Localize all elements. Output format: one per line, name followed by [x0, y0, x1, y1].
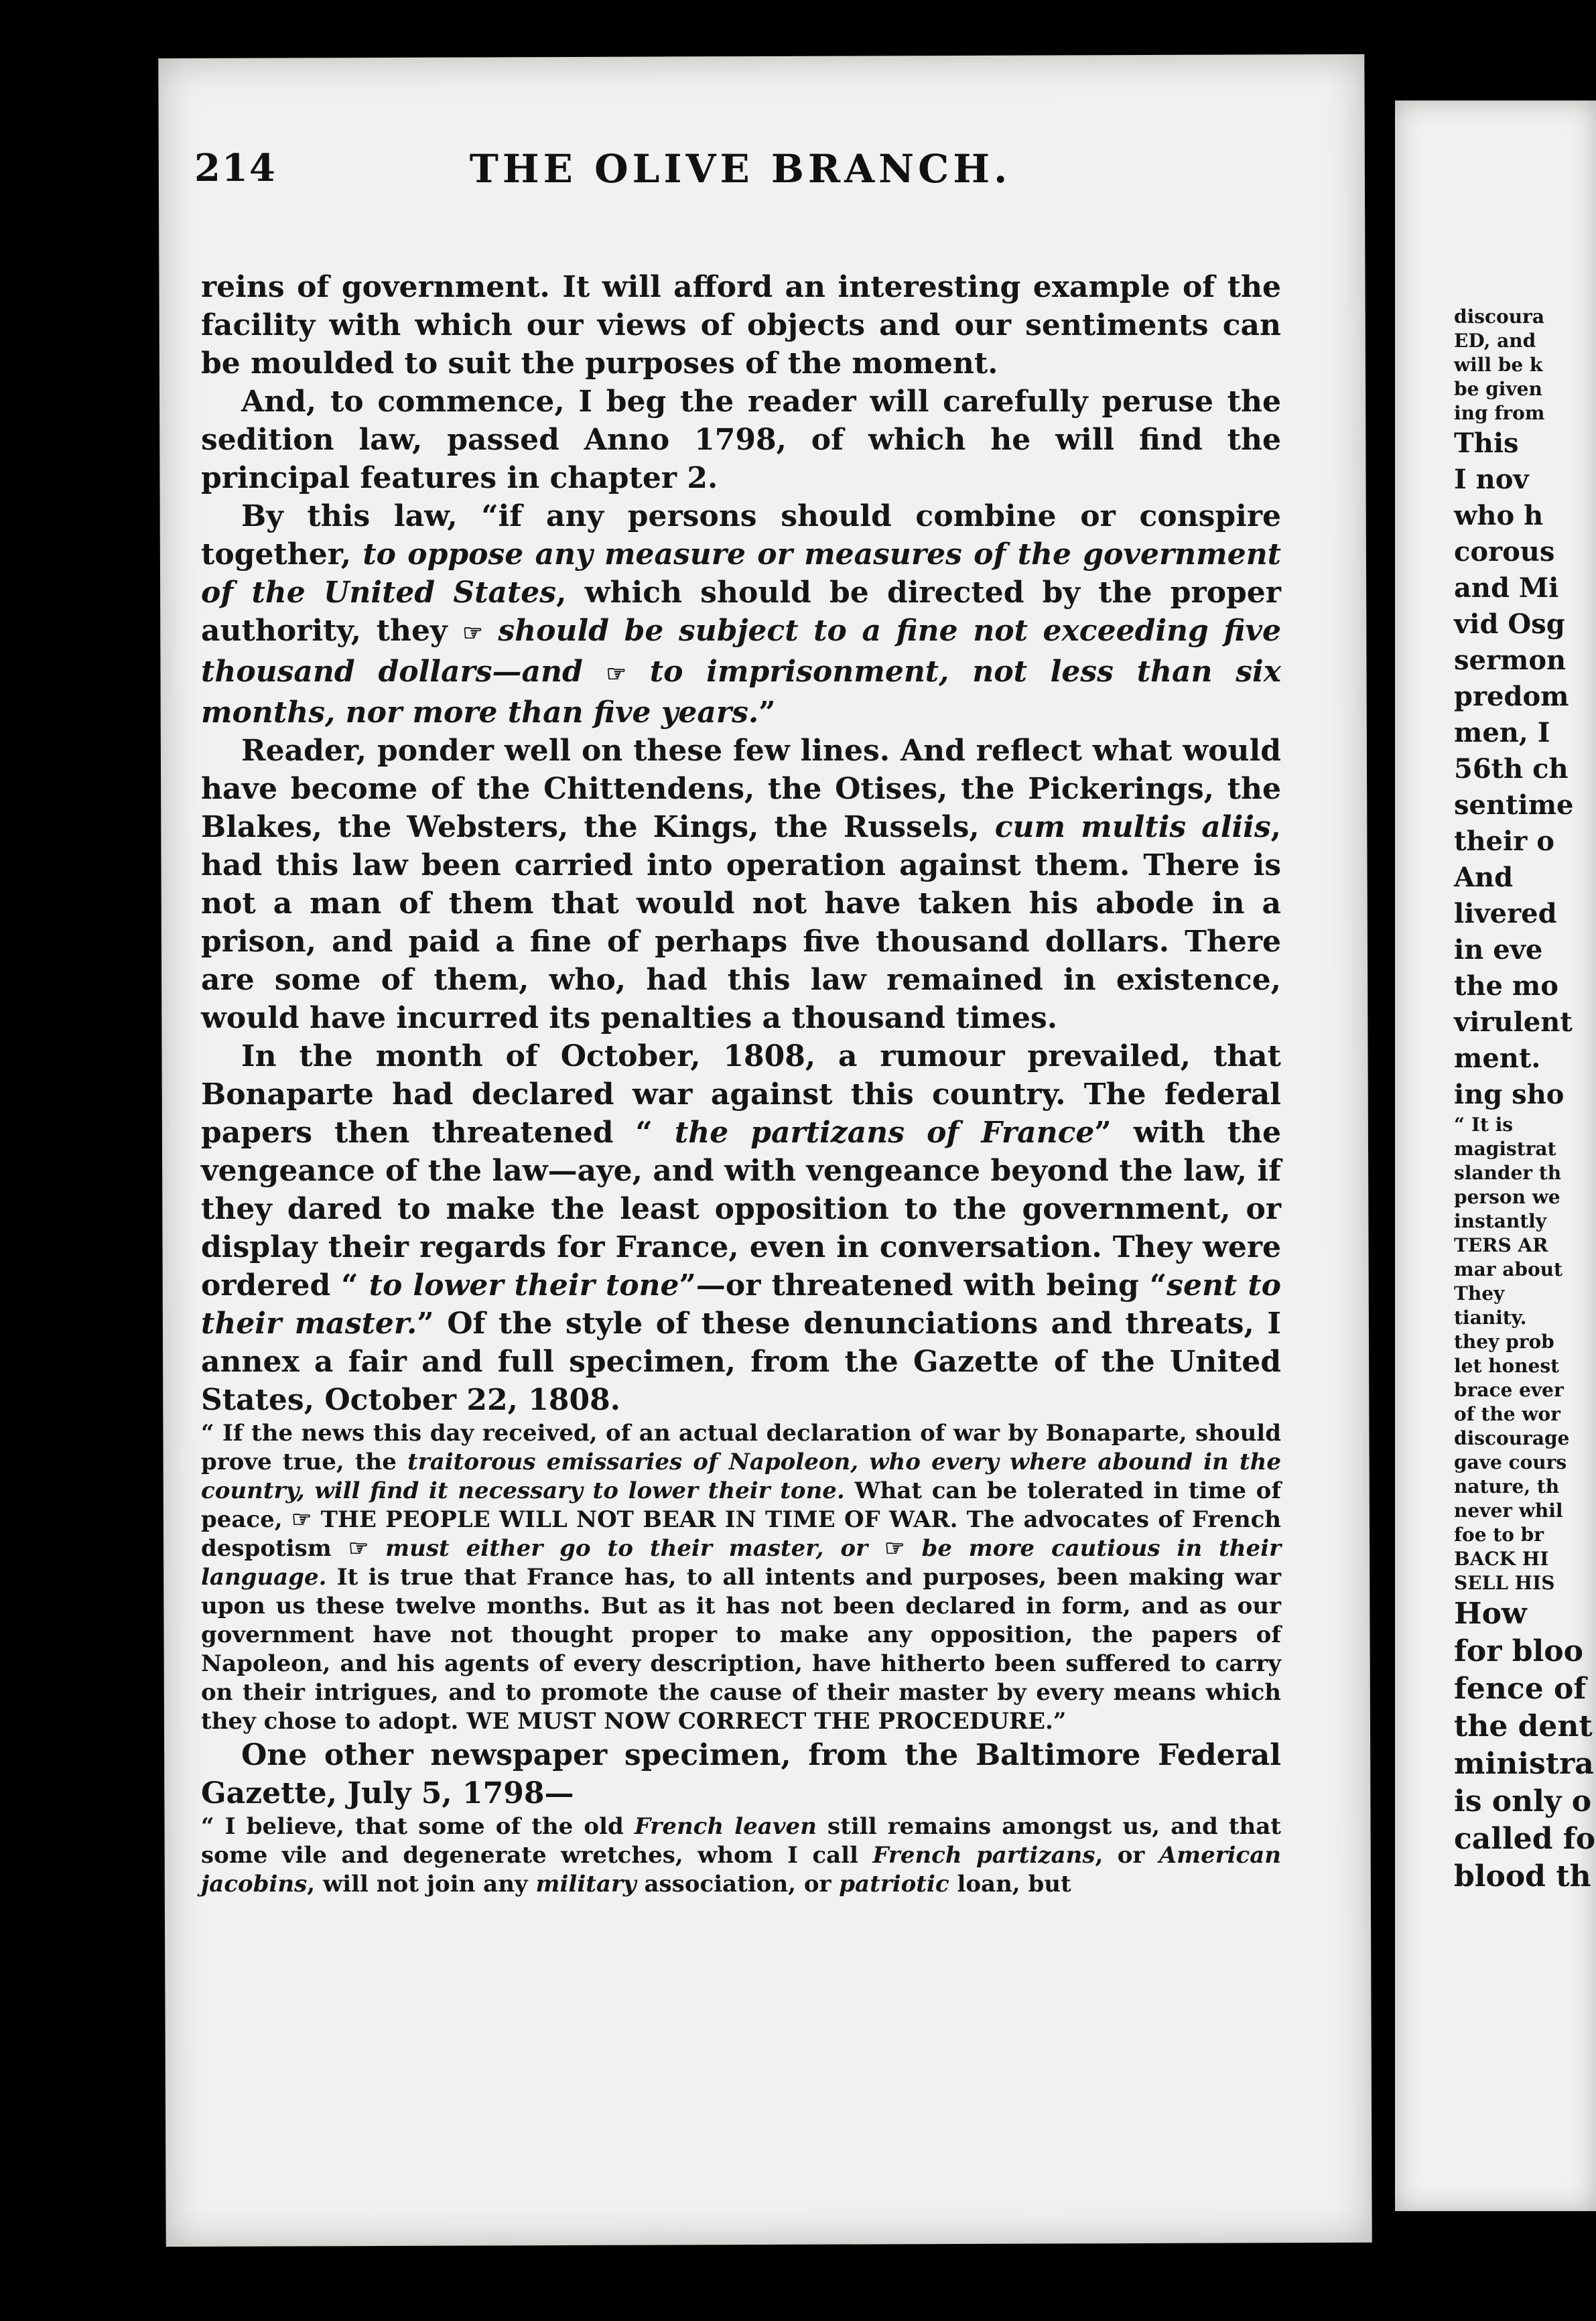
text-run: In the month of October, 1808, a rumour prevailed, that Bonaparte had declared war against this country. The federal papers then threatened “ — [201, 1039, 1281, 1150]
block-quote-1 — [201, 1419, 1281, 1736]
fragment-line: sentime — [1454, 789, 1574, 821]
fragment-line: nature, th — [1454, 1475, 1560, 1498]
paragraph-3 — [201, 497, 1281, 732]
italic-run: French leaven — [634, 1813, 817, 1840]
fragment-line: called fo — [1454, 1822, 1596, 1856]
fragment-line: They — [1454, 1282, 1505, 1305]
text-run: , had this law been carried into operation against them. There is not a man of them that would not have taken his abode in a prison, and paid a fine of perhaps five thousand dollars. There are some of them, who, had this law remained in existence, would have incurred its penalties a thousand times. — [201, 810, 1281, 1035]
fragment-line: discoura — [1454, 306, 1544, 328]
fragment-line: men, I — [1454, 717, 1550, 748]
italic-run: patriotic — [839, 1871, 949, 1898]
fragment-line: sermon — [1454, 645, 1567, 676]
text-run: , or — [1095, 1842, 1159, 1869]
fragment-line: SELL HIS — [1454, 1572, 1555, 1594]
italic-run: to lower their tone — [369, 1268, 679, 1303]
italic-run: traitorous emissaries of Napoleon, who every where abound in the country, will find it necessary to lower their tone. — [201, 1449, 1281, 1504]
text-run: ” with the vengeance of the law—aye, and with vengeance beyond the law, if they dared to make the least opposition to the government, or display their regards for France, even in conversation. They were ordered “ — [201, 1116, 1281, 1303]
paragraph-6: One other newspaper specimen, from the Baltimore Federal Gazette, July 5, 1798— — [201, 1738, 1281, 1810]
fragment-line: never whil — [1454, 1500, 1563, 1522]
fragment-line: is only o — [1454, 1784, 1592, 1818]
fragment-line: brace ever — [1454, 1379, 1564, 1401]
pointing-hand-icon: ☞ — [606, 661, 626, 687]
text-run: By this law, “if any persons should combine or conspire together, — [201, 499, 1281, 572]
page-header — [194, 146, 1286, 200]
fragment-line: will be k — [1454, 354, 1543, 376]
paragraph-4 — [201, 732, 1281, 1037]
fragment-line: livered — [1454, 898, 1557, 929]
fragment-line: the mo — [1454, 970, 1558, 1002]
fragment-line: TERS AR — [1454, 1234, 1548, 1256]
right-page-text — [1454, 305, 1596, 1896]
fragment-line: who h — [1454, 500, 1544, 531]
fragment-line: and Mi — [1454, 572, 1559, 604]
block-quote-2 — [201, 1812, 1281, 1899]
fragment-line: tianity. — [1454, 1307, 1527, 1329]
text-run: The advocates of French despotism — [201, 1506, 1281, 1562]
fragment-line: How — [1454, 1597, 1527, 1631]
fragment-line: 56th ch — [1454, 753, 1569, 785]
fragment-line: fence of — [1454, 1672, 1587, 1706]
fragment-line: foe to br — [1454, 1524, 1544, 1546]
text-run: “ I believe, that some of the old — [201, 1813, 635, 1840]
fragment-line: I nov — [1454, 464, 1529, 495]
fragment-line: their o — [1454, 825, 1554, 857]
fragment-line: person we — [1454, 1186, 1560, 1208]
fragment-line: And — [1454, 862, 1514, 893]
italic-run: to imprisonment, not less than six months, nor more than five years. — [201, 655, 1281, 730]
text-run: What can be tolerated in time of peace, — [201, 1477, 1281, 1533]
italic-run: the partizans of France — [674, 1116, 1095, 1150]
running-title: THE OLIVE BRANCH. — [469, 146, 1012, 192]
pointing-hand-icon: ☞ — [291, 1506, 312, 1533]
italic-run: must either go to their master, or — [385, 1535, 884, 1562]
caps-run: THE PEOPLE WILL NOT BEAR IN TIME OF WAR. — [320, 1506, 958, 1533]
italic-run: French partizans — [872, 1842, 1095, 1869]
fragment-line: blood th — [1454, 1859, 1591, 1894]
text-run: ” — [758, 695, 776, 730]
fragment-line: slander th — [1454, 1162, 1562, 1184]
paragraph-2: And, to commence, I beg the reader will carefully peruse the sedition law, passed Anno 1798, of which he will find the principal features in chapter 2. — [201, 385, 1281, 495]
fragment-line: virulent — [1454, 1006, 1573, 1038]
text-run: “ If the news this day received, of an actual declaration of war by Bonaparte, should prove true, the — [201, 1420, 1281, 1475]
text-run: loan, but — [949, 1871, 1071, 1898]
fragment-line: ing from — [1454, 402, 1545, 424]
fragment-line: gave cours — [1454, 1451, 1567, 1473]
text-run: , which should be directed by the proper authority, they — [201, 576, 1281, 648]
text-run: It is true that France has, to all intents and purposes, been making war upon us these twelve months. But as it has not been declared in form, and as our government have not thought proper to make any opposition, the papers of Napoleon, and his agents of every description, have hitherto been suffered to carry on their intrigues, and to promote the cause of their master by every means which they chose to adopt. — [201, 1564, 1281, 1735]
fragment-line: be given — [1454, 378, 1542, 400]
fragment-line: ing sho — [1454, 1079, 1565, 1110]
italic-run: be more cautious in their language. — [201, 1535, 1282, 1591]
fragment-line: vid Osg — [1454, 608, 1565, 640]
body-text — [201, 268, 1281, 1899]
text-run: ” Of the style of these denunciations and threats, I annex a fair and full specimen, from the Gazette of the United States, October 22, 1808. — [201, 1307, 1282, 1417]
fragment-line: predom — [1454, 681, 1569, 712]
fragment-line: of the wor — [1454, 1403, 1560, 1425]
paragraph-1: reins of government. It will afford an interesting example of the facility with which our views of objects and our sentiments can be moulded to suit the purposes of the moment. — [201, 270, 1281, 381]
fragment-line: “ It is — [1454, 1114, 1514, 1136]
italic-run: American jacobins — [201, 1842, 1281, 1898]
paragraph-5 — [201, 1037, 1281, 1419]
text-run: still remains amongst us, and that some vile and degenerate wretches, whom I call — [201, 1813, 1281, 1869]
italic-run: should be subject to a fine not exceeding five thousand dollars—and — [201, 614, 1281, 689]
fragment-line: in eve — [1454, 934, 1543, 966]
fragment-line: magistrat — [1454, 1138, 1556, 1160]
text-run: association, or — [636, 1871, 840, 1898]
italic-run: cum multis aliis — [994, 810, 1271, 844]
fragment-line: mar about — [1454, 1258, 1562, 1280]
fragment-line: discourage — [1454, 1427, 1570, 1449]
caps-run: WE MUST NOW CORRECT THE PROCEDURE. — [466, 1708, 1053, 1735]
fragment-line: instantly — [1454, 1210, 1547, 1232]
pointing-hand-icon: ☞ — [348, 1535, 369, 1562]
italic-run: military — [535, 1871, 637, 1898]
fragment-line: ministra — [1454, 1747, 1594, 1781]
text-run: Reader, ponder well on these few lines. And reflect what would have become of the Chittendens, the Otises, the Pickerings, the Blakes, the Websters, the Kings, the Russels, — [201, 734, 1281, 844]
text-run: ”—or threatened with being “ — [679, 1268, 1167, 1303]
italic-run: sent to their master. — [201, 1268, 1281, 1341]
fragment-line: they prob — [1454, 1331, 1554, 1353]
pointing-hand-icon: ☞ — [462, 620, 483, 647]
pointing-hand-icon: ☞ — [884, 1535, 905, 1562]
fragment-line: the dent — [1454, 1709, 1593, 1743]
fragment-line: let honest — [1454, 1355, 1560, 1377]
fragment-line: This — [1454, 427, 1519, 459]
page-number: 214 — [194, 146, 277, 190]
fragment-line: ED, and — [1454, 330, 1536, 352]
italic-run: to oppose any measure or measures of the government of the United States — [201, 537, 1282, 610]
text-run: ” — [1053, 1708, 1067, 1735]
fragment-line: ment. — [1454, 1043, 1541, 1074]
fragment-line: BACK HI — [1454, 1548, 1549, 1570]
fragment-line: corous — [1454, 536, 1555, 568]
text-run: , will not join any — [307, 1871, 536, 1898]
fragment-line: for bloo — [1454, 1634, 1583, 1668]
